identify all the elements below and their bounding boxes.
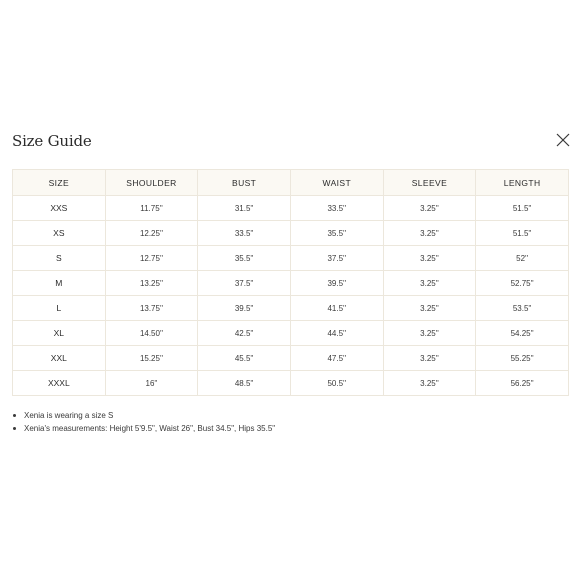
- cell-length: 51.5'': [476, 196, 569, 221]
- cell-sleeve: 3.25'': [383, 246, 476, 271]
- cell-length: 52.75'': [476, 271, 569, 296]
- cell-bust: 39.5'': [198, 296, 291, 321]
- cell-length: 55.25'': [476, 346, 569, 371]
- table-row: [13, 271, 569, 296]
- cell-size: L: [13, 296, 106, 321]
- cell-shoulder: 11.75'': [105, 196, 198, 221]
- header-length: LENGTH: [476, 170, 569, 196]
- cell-length: 56.25'': [476, 371, 569, 396]
- cell-bust: 33.5'': [198, 221, 291, 246]
- table-row: [13, 321, 569, 346]
- cell-shoulder: 13.25'': [105, 271, 198, 296]
- cell-length: 53.5'': [476, 296, 569, 321]
- table-header-row: [13, 170, 569, 196]
- bullet-icon: [13, 427, 16, 430]
- cell-shoulder: 13.75'': [105, 296, 198, 321]
- cell-length: 52'': [476, 246, 569, 271]
- cell-sleeve: 3.25'': [383, 296, 476, 321]
- close-icon: [555, 132, 571, 148]
- header-shoulder: SHOULDER: [105, 170, 198, 196]
- cell-size: XXS: [13, 196, 106, 221]
- cell-waist: 33.5'': [290, 196, 383, 221]
- cell-bust: 42.5'': [198, 321, 291, 346]
- table-row: [13, 346, 569, 371]
- cell-waist: 50.5'': [290, 371, 383, 396]
- cell-bust: 31.5'': [198, 196, 291, 221]
- cell-size: XXL: [13, 346, 106, 371]
- cell-sleeve: 3.25'': [383, 271, 476, 296]
- table-row: [13, 296, 569, 321]
- cell-bust: 45.5'': [198, 346, 291, 371]
- cell-waist: 39.5'': [290, 271, 383, 296]
- table-row: [13, 371, 569, 396]
- cell-size: XL: [13, 321, 106, 346]
- cell-shoulder: 14.50'': [105, 321, 198, 346]
- header-sleeve: SLEEVE: [383, 170, 476, 196]
- cell-waist: 35.5'': [290, 221, 383, 246]
- header-waist: WAIST: [290, 170, 383, 196]
- cell-size: XXXL: [13, 371, 106, 396]
- table-row: [13, 221, 569, 246]
- modal-title: Size Guide: [12, 132, 92, 150]
- close-button[interactable]: [555, 132, 571, 148]
- cell-length: 51.5'': [476, 221, 569, 246]
- cell-sleeve: 3.25'': [383, 346, 476, 371]
- cell-sleeve: 3.25'': [383, 221, 476, 246]
- cell-sleeve: 3.25'': [383, 371, 476, 396]
- header-bust: BUST: [198, 170, 291, 196]
- table-row: [13, 196, 569, 221]
- cell-waist: 37.5'': [290, 246, 383, 271]
- note-size-worn: Xenia is wearing a size S: [24, 411, 114, 420]
- cell-sleeve: 3.25'': [383, 321, 476, 346]
- cell-waist: 47.5'': [290, 346, 383, 371]
- model-notes-list: [12, 409, 275, 435]
- header-size: SIZE: [13, 170, 106, 196]
- list-item: [12, 422, 275, 435]
- cell-bust: 48.5'': [198, 371, 291, 396]
- cell-waist: 41.5'': [290, 296, 383, 321]
- cell-sleeve: 3.25'': [383, 196, 476, 221]
- cell-shoulder: 12.75'': [105, 246, 198, 271]
- cell-shoulder: 15.25'': [105, 346, 198, 371]
- cell-bust: 37.5'': [198, 271, 291, 296]
- cell-waist: 44.5'': [290, 321, 383, 346]
- cell-shoulder: 16'': [105, 371, 198, 396]
- cell-shoulder: 12.25'': [105, 221, 198, 246]
- cell-size: XS: [13, 221, 106, 246]
- size-table: [12, 169, 569, 396]
- cell-size: S: [13, 246, 106, 271]
- cell-size: M: [13, 271, 106, 296]
- note-measurements: Xenia's measurements: Height 5'9.5", Waist 26", Bust 34.5", Hips 35.5": [24, 424, 276, 433]
- cell-bust: 35.5'': [198, 246, 291, 271]
- bullet-icon: [13, 414, 16, 417]
- list-item: [12, 409, 275, 422]
- table-row: [13, 246, 569, 271]
- cell-length: 54.25'': [476, 321, 569, 346]
